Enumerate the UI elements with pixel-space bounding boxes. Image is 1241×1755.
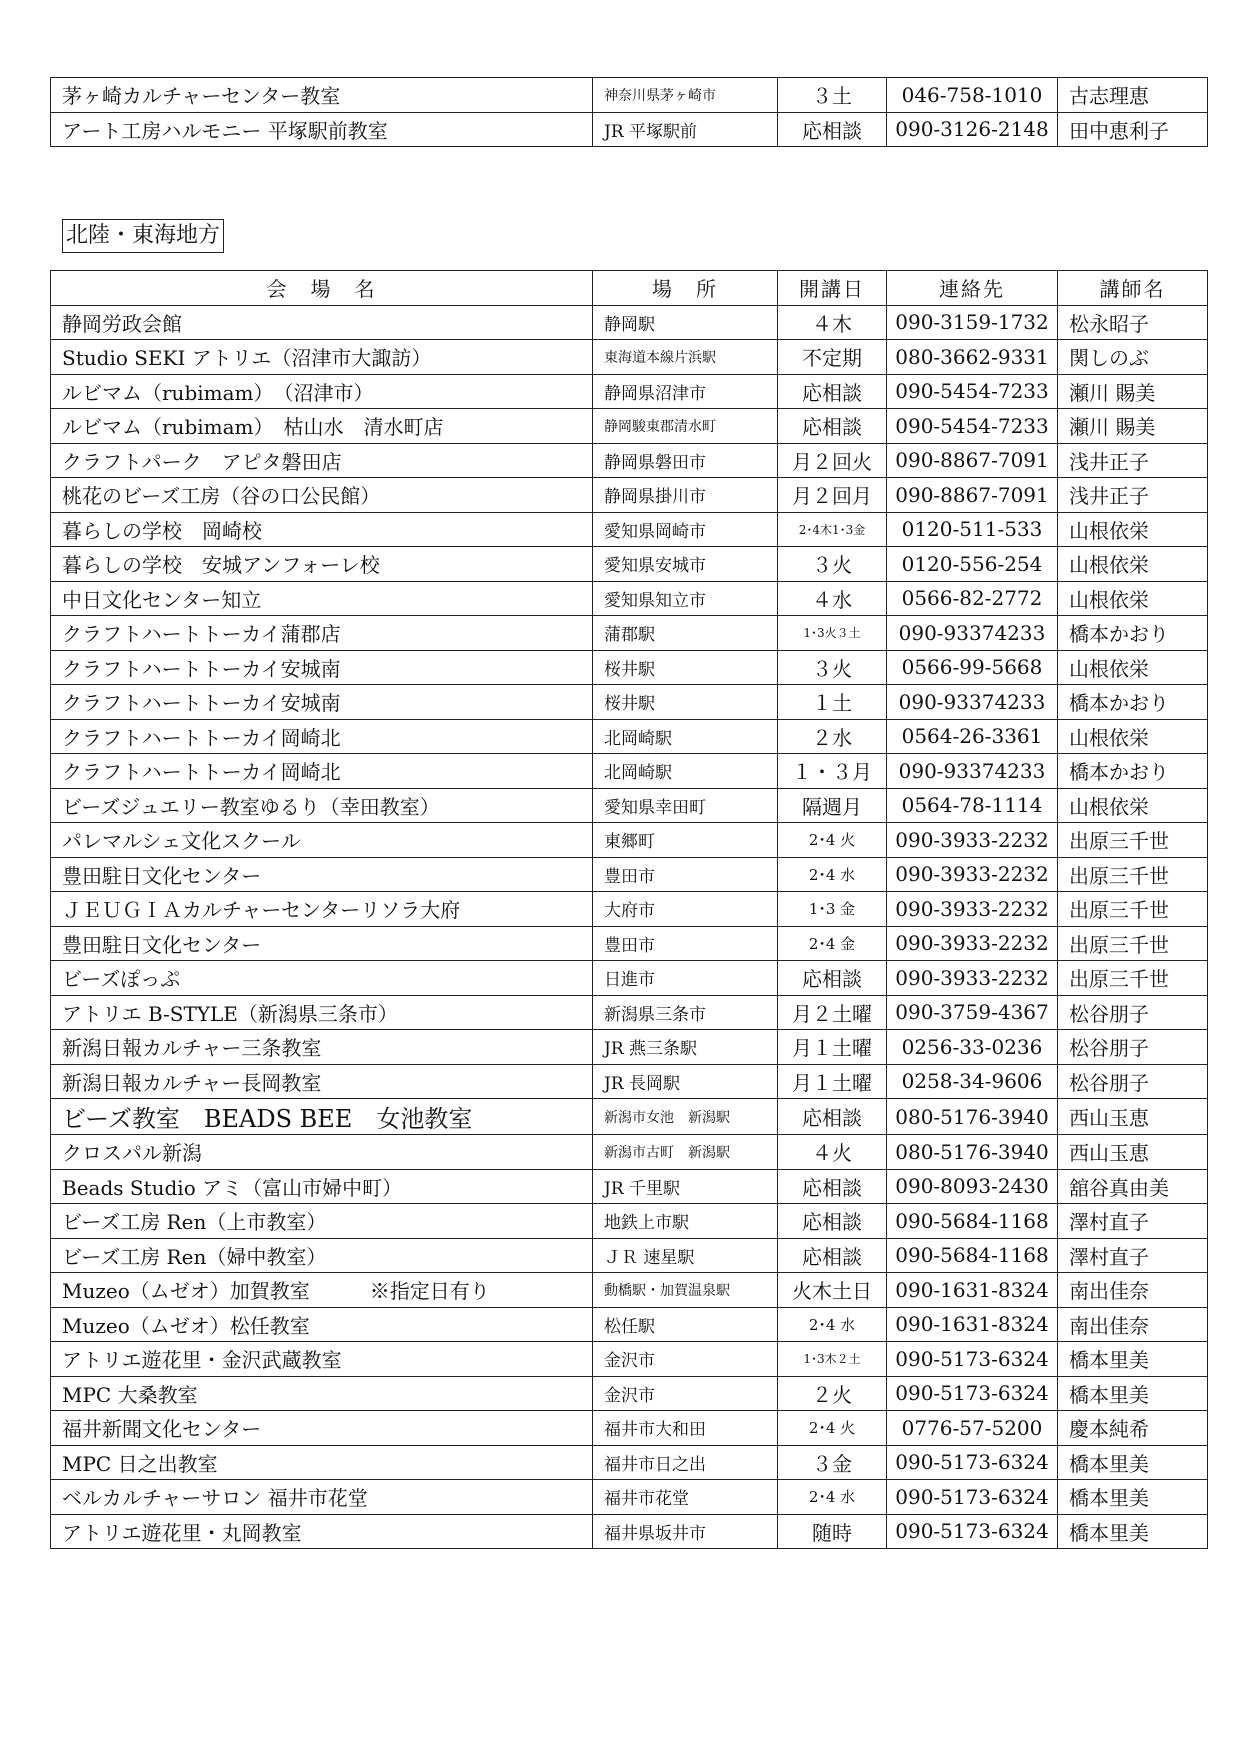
venue-cell: 新潟日報カルチャー長岡教室: [51, 1064, 593, 1099]
location-cell: JR 平塚駅前: [593, 112, 778, 147]
contact-cell: 080-5176-3940: [887, 1135, 1058, 1170]
instructor-cell: 橋本里美: [1058, 1514, 1208, 1549]
contact-cell: 090-3933-2232: [887, 857, 1058, 892]
contact-cell: 0564-78-1114: [887, 788, 1058, 823]
table-row: [51, 995, 1208, 1030]
days-cell: 月２土曜: [778, 995, 887, 1030]
location-cell: 松任駅: [593, 1307, 778, 1342]
table-row: [51, 788, 1208, 823]
days-cell: 応相談: [778, 374, 887, 409]
days-cell: １土: [778, 685, 887, 720]
days-cell: ４木: [778, 305, 887, 340]
contact-cell: 0258-34-9606: [887, 1064, 1058, 1099]
location-cell: 地鉄上市駅: [593, 1204, 778, 1239]
contact-cell: 090-8867-7091: [887, 478, 1058, 513]
table-row: [51, 112, 1208, 147]
table-row: [51, 1238, 1208, 1273]
days-cell: ４火: [778, 1135, 887, 1170]
days-cell: ３金: [778, 1445, 887, 1480]
contact-cell: 090-93374233: [887, 616, 1058, 651]
days-cell: 2･4木1･3金: [778, 512, 887, 547]
table-row: [51, 443, 1208, 478]
venue-cell: ルビマム（rubimam） （沼津市）: [51, 374, 593, 409]
days-cell: 2･4 水: [778, 857, 887, 892]
contact-cell: 090-8093-2430: [887, 1169, 1058, 1204]
location-cell: 豊田市: [593, 926, 778, 961]
instructor-cell: 慶本純希: [1058, 1411, 1208, 1446]
days-cell: ２火: [778, 1376, 887, 1411]
contact-cell: 0566-99-5668: [887, 650, 1058, 685]
contact-cell: 090-93374233: [887, 754, 1058, 789]
instructor-cell: 浅井正子: [1058, 478, 1208, 513]
contact-cell: 090-5454-7233: [887, 374, 1058, 409]
location-cell: 金沢市: [593, 1376, 778, 1411]
days-cell: 火木土日: [778, 1273, 887, 1308]
header-instructor: 講師名: [1058, 271, 1208, 306]
days-cell: ３火: [778, 650, 887, 685]
location-cell: ＪＲ 速星駅: [593, 1238, 778, 1273]
venue-cell: クラフトハートトーカイ岡崎北: [51, 754, 593, 789]
location-cell: 日進市: [593, 961, 778, 996]
days-cell: 応相談: [778, 1169, 887, 1204]
contact-cell: 090-5684-1168: [887, 1238, 1058, 1273]
days-cell: 応相談: [778, 961, 887, 996]
location-cell: 静岡駿東郡清水町: [593, 409, 778, 444]
venue-cell: ビーズジュエリー教室ゆるり（幸田教室）: [51, 788, 593, 823]
days-cell: 2･4 金: [778, 926, 887, 961]
days-cell: 月１土曜: [778, 1030, 887, 1065]
table-row: [51, 1135, 1208, 1170]
instructor-cell: 橋本里美: [1058, 1342, 1208, 1377]
location-cell: 神奈川県茅ヶ崎市: [593, 78, 778, 113]
days-cell: 応相談: [778, 1238, 887, 1273]
venue-cell: 新潟日報カルチャー三条教室: [51, 1030, 593, 1065]
header-days: 開講日: [778, 271, 887, 306]
venue-cell: アトリエ遊花里・金沢武蔵教室: [51, 1342, 593, 1377]
venue-cell: Muzeo（ムゼオ）松任教室: [51, 1307, 593, 1342]
venue-cell: ビーズぽっぷ: [51, 961, 593, 996]
contact-cell: 090-3159-1732: [887, 305, 1058, 340]
location-cell: 豊田市: [593, 857, 778, 892]
instructor-cell: 関しのぶ: [1058, 340, 1208, 375]
venue-cell: ビーズ工房 Ren（婦中教室）: [51, 1238, 593, 1273]
days-cell: ３土: [778, 78, 887, 113]
days-cell: 随時: [778, 1514, 887, 1549]
table-row: [51, 78, 1208, 113]
instructor-cell: 瀬川 賜美: [1058, 374, 1208, 409]
contact-cell: 090-5173-6324: [887, 1376, 1058, 1411]
location-cell: 愛知県知立市: [593, 581, 778, 616]
days-cell: 2･4 水: [778, 1480, 887, 1515]
instructor-cell: 出原三千世: [1058, 961, 1208, 996]
table-row: [51, 685, 1208, 720]
table-row: [51, 1030, 1208, 1065]
location-cell: 東郷町: [593, 823, 778, 858]
table-row: [51, 409, 1208, 444]
instructor-cell: 山根依栄: [1058, 547, 1208, 582]
location-cell: 愛知県岡崎市: [593, 512, 778, 547]
table-row: [51, 1204, 1208, 1239]
instructor-cell: 橋本里美: [1058, 1376, 1208, 1411]
table-row: [51, 1480, 1208, 1515]
table-row: [51, 1411, 1208, 1446]
venue-cell: クラフトパーク アピタ磐田店: [51, 443, 593, 478]
contact-cell: 090-5684-1168: [887, 1204, 1058, 1239]
table-row: [51, 650, 1208, 685]
days-cell: １・３月: [778, 754, 887, 789]
instructor-cell: 松谷朋子: [1058, 1064, 1208, 1099]
location-cell: 福井市花堂: [593, 1480, 778, 1515]
header-contact: 連絡先: [887, 271, 1058, 306]
contact-cell: 0256-33-0236: [887, 1030, 1058, 1065]
venue-cell: クラフトハートトーカイ安城南: [51, 685, 593, 720]
venue-cell: クラフトハートトーカイ岡崎北: [51, 719, 593, 754]
days-cell: 応相談: [778, 1099, 887, 1135]
venue-cell: ベルカルチャーサロン 福井市花堂: [51, 1480, 593, 1515]
header-venue: 会 場 名: [51, 271, 593, 306]
venue-cell: 中日文化センター知立: [51, 581, 593, 616]
instructor-cell: 西山玉恵: [1058, 1099, 1208, 1135]
table-row: [51, 547, 1208, 582]
contact-cell: 090-3759-4367: [887, 995, 1058, 1030]
region-heading: 北陸・東海地方: [62, 219, 224, 253]
instructor-cell: 松谷朋子: [1058, 1030, 1208, 1065]
contact-cell: 090-3126-2148: [887, 112, 1058, 147]
location-cell: 福井市日之出: [593, 1445, 778, 1480]
instructor-cell: 橋本かおり: [1058, 685, 1208, 720]
instructor-cell: 古志理恵: [1058, 78, 1208, 113]
instructor-cell: 瀬川 賜美: [1058, 409, 1208, 444]
table-row: [51, 340, 1208, 375]
venue-cell: MPC 日之出教室: [51, 1445, 593, 1480]
contact-cell: 090-93374233: [887, 685, 1058, 720]
location-cell: 静岡県掛川市: [593, 478, 778, 513]
venue-cell: クラフトハートトーカイ蒲郡店: [51, 616, 593, 651]
days-cell: 応相談: [778, 112, 887, 147]
location-cell: 静岡駅: [593, 305, 778, 340]
contact-cell: 090-5173-6324: [887, 1445, 1058, 1480]
days-cell: 応相談: [778, 1204, 887, 1239]
contact-cell: 090-3933-2232: [887, 961, 1058, 996]
contact-cell: 090-3933-2232: [887, 892, 1058, 927]
instructor-cell: 橋本かおり: [1058, 754, 1208, 789]
days-cell: 2･4 水: [778, 1307, 887, 1342]
table-row: [51, 926, 1208, 961]
contact-cell: 0120-556-254: [887, 547, 1058, 582]
contact-cell: 090-5173-6324: [887, 1342, 1058, 1377]
days-cell: 2･4 火: [778, 1411, 887, 1446]
instructor-cell: 澤村直子: [1058, 1238, 1208, 1273]
location-cell: 動橋駅・加賀温泉駅: [593, 1273, 778, 1308]
instructor-cell: 澤村直子: [1058, 1204, 1208, 1239]
contact-cell: 0564-26-3361: [887, 719, 1058, 754]
venue-cell: 福井新聞文化センター: [51, 1411, 593, 1446]
venue-cell: クラフトハートトーカイ安城南: [51, 650, 593, 685]
table-row: [51, 581, 1208, 616]
table-row: [51, 1099, 1208, 1135]
venue-cell: 豊田駐日文化センター: [51, 857, 593, 892]
instructor-cell: 松谷朋子: [1058, 995, 1208, 1030]
days-cell: 2･4 火: [778, 823, 887, 858]
instructor-cell: 山根依栄: [1058, 512, 1208, 547]
location-cell: 愛知県幸田町: [593, 788, 778, 823]
days-cell: 1･3火３土: [778, 616, 887, 651]
instructor-cell: 舘谷真由美: [1058, 1169, 1208, 1204]
venue-cell: 静岡労政会館: [51, 305, 593, 340]
instructor-cell: 田中恵利子: [1058, 112, 1208, 147]
location-cell: 新潟市古町 新潟駅: [593, 1135, 778, 1170]
venue-cell: MPC 大桑教室: [51, 1376, 593, 1411]
days-cell: 1･3木２土: [778, 1342, 887, 1377]
venue-cell: アトリエ遊花里・丸岡教室: [51, 1514, 593, 1549]
contact-cell: 080-5176-3940: [887, 1099, 1058, 1135]
table-row: [51, 1445, 1208, 1480]
location-cell: 桜井駅: [593, 650, 778, 685]
top-venue-table: [50, 77, 1208, 147]
instructor-cell: 山根依栄: [1058, 650, 1208, 685]
instructor-cell: 南出佳奈: [1058, 1273, 1208, 1308]
table-row: [51, 478, 1208, 513]
table-row: [51, 1307, 1208, 1342]
contact-cell: 090-3933-2232: [887, 823, 1058, 858]
location-cell: 北岡崎駅: [593, 754, 778, 789]
instructor-cell: 橋本かおり: [1058, 616, 1208, 651]
instructor-cell: 橋本里美: [1058, 1445, 1208, 1480]
location-cell: 福井市大和田: [593, 1411, 778, 1446]
days-cell: ３火: [778, 547, 887, 582]
contact-cell: 090-1631-8324: [887, 1273, 1058, 1308]
contact-cell: 080-3662-9331: [887, 340, 1058, 375]
location-cell: 北岡崎駅: [593, 719, 778, 754]
contact-cell: 0566-82-2772: [887, 581, 1058, 616]
instructor-cell: 山根依栄: [1058, 719, 1208, 754]
contact-cell: 090-5454-7233: [887, 409, 1058, 444]
table-row: [51, 374, 1208, 409]
location-cell: 愛知県安城市: [593, 547, 778, 582]
days-cell: 月２回火: [778, 443, 887, 478]
location-cell: 蒲郡駅: [593, 616, 778, 651]
venue-cell: ルビマム（rubimam） 枯山水 清水町店: [51, 409, 593, 444]
location-cell: 金沢市: [593, 1342, 778, 1377]
instructor-cell: 南出佳奈: [1058, 1307, 1208, 1342]
days-cell: 1･3 金: [778, 892, 887, 927]
location-cell: 新潟県三条市: [593, 995, 778, 1030]
days-cell: 月２回月: [778, 478, 887, 513]
days-cell: ２水: [778, 719, 887, 754]
days-cell: 隔週月: [778, 788, 887, 823]
instructor-cell: 山根依栄: [1058, 581, 1208, 616]
venue-cell: Muzeo（ムゼオ）加賀教室 ※指定日有り: [51, 1273, 593, 1308]
instructor-cell: 山根依栄: [1058, 788, 1208, 823]
table-row: [51, 512, 1208, 547]
venue-cell: 暮らしの学校 安城アンフォーレ校: [51, 547, 593, 582]
instructor-cell: 西山玉恵: [1058, 1135, 1208, 1170]
table-row: [51, 1376, 1208, 1411]
contact-cell: 090-5173-6324: [887, 1480, 1058, 1515]
instructor-cell: 出原三千世: [1058, 892, 1208, 927]
table-row: [51, 305, 1208, 340]
contact-cell: 0776-57-5200: [887, 1411, 1058, 1446]
contact-cell: 0120-511-533: [887, 512, 1058, 547]
contact-cell: 090-8867-7091: [887, 443, 1058, 478]
venue-cell: Beads Studio アミ（富山市婦中町）: [51, 1169, 593, 1204]
venue-cell: パレマルシェ文化スクール: [51, 823, 593, 858]
location-cell: JR 長岡駅: [593, 1064, 778, 1099]
table-row: [51, 1169, 1208, 1204]
days-cell: ４水: [778, 581, 887, 616]
venue-cell: Studio SEKI アトリエ（沼津市大諏訪）: [51, 340, 593, 375]
table-row: [51, 719, 1208, 754]
instructor-cell: 松永昭子: [1058, 305, 1208, 340]
contact-cell: 090-3933-2232: [887, 926, 1058, 961]
venue-cell: ビーズ教室 BEADS BEE 女池教室: [51, 1099, 593, 1135]
hokuriku-tokai-venue-table: [50, 270, 1208, 1549]
instructor-cell: 出原三千世: [1058, 926, 1208, 961]
venue-cell: アトリエ B-STYLE（新潟県三条市）: [51, 995, 593, 1030]
days-cell: 月１土曜: [778, 1064, 887, 1099]
table-row: [51, 1342, 1208, 1377]
venue-cell: 暮らしの学校 岡崎校: [51, 512, 593, 547]
table-row: [51, 1273, 1208, 1308]
venue-cell: 桃花のビーズ工房（谷の口公民館）: [51, 478, 593, 513]
venue-cell: アート工房ハルモニー 平塚駅前教室: [51, 112, 593, 147]
venue-cell: クロスパル新潟: [51, 1135, 593, 1170]
location-cell: 大府市: [593, 892, 778, 927]
instructor-cell: 出原三千世: [1058, 823, 1208, 858]
days-cell: 不定期: [778, 340, 887, 375]
contact-cell: 090-1631-8324: [887, 1307, 1058, 1342]
venue-cell: ビーズ工房 Ren（上市教室）: [51, 1204, 593, 1239]
table-row: [51, 1514, 1208, 1549]
days-cell: 応相談: [778, 409, 887, 444]
venue-cell: 茅ヶ崎カルチャーセンター教室: [51, 78, 593, 113]
location-cell: JR 燕三条駅: [593, 1030, 778, 1065]
header-location: 場 所: [593, 271, 778, 306]
instructor-cell: 出原三千世: [1058, 857, 1208, 892]
location-cell: 静岡県磐田市: [593, 443, 778, 478]
location-cell: 桜井駅: [593, 685, 778, 720]
location-cell: 静岡県沼津市: [593, 374, 778, 409]
location-cell: JR 千里駅: [593, 1169, 778, 1204]
table-row: [51, 823, 1208, 858]
location-cell: 福井県坂井市: [593, 1514, 778, 1549]
table-row: [51, 857, 1208, 892]
location-cell: 東海道本線片浜駅: [593, 340, 778, 375]
table-row: [51, 754, 1208, 789]
instructor-cell: 浅井正子: [1058, 443, 1208, 478]
table-header-row: [51, 271, 1208, 306]
instructor-cell: 橋本里美: [1058, 1480, 1208, 1515]
contact-cell: 090-5173-6324: [887, 1514, 1058, 1549]
table-row: [51, 961, 1208, 996]
contact-cell: 046-758-1010: [887, 78, 1058, 113]
table-row: [51, 616, 1208, 651]
venue-cell: 豊田駐日文化センター: [51, 926, 593, 961]
venue-cell: ＪＥＵＧＩＡカルチャーセンターリソラ大府: [51, 892, 593, 927]
table-row: [51, 1064, 1208, 1099]
location-cell: 新潟市女池 新潟駅: [593, 1099, 778, 1135]
table-row: [51, 892, 1208, 927]
